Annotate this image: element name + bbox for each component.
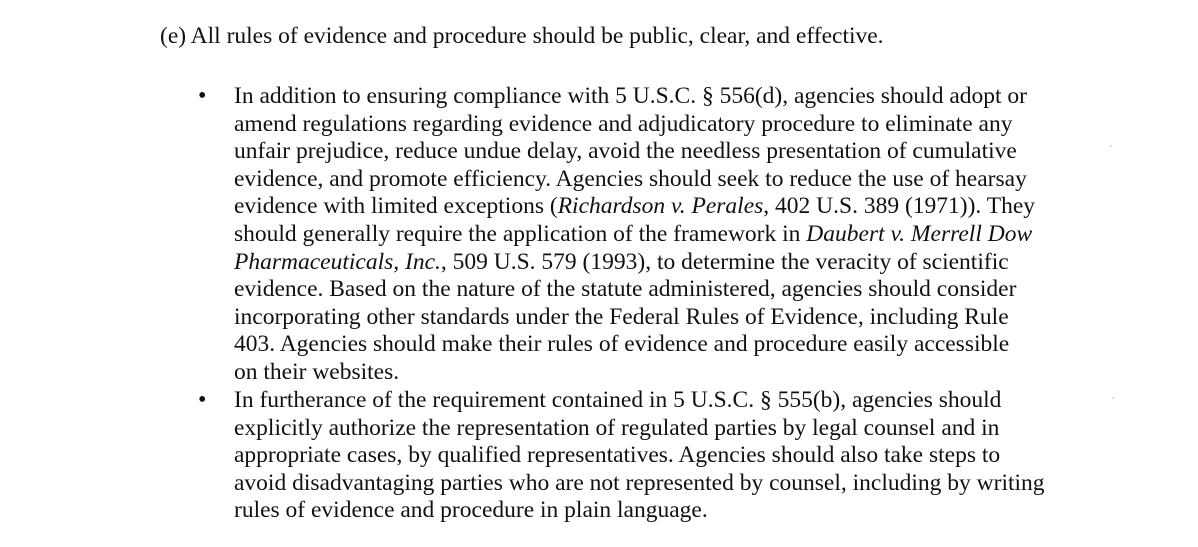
text-line <box>234 193 1094 221</box>
text-run: In furtherance of the requirement contained in 5 U.S.C. § 555(b), agencies should <box>234 387 1002 413</box>
text-run: evidence. Based on the nature of the statute administered, agencies should consider <box>234 276 1017 303</box>
text-run: unfair prejudice, reduce undue delay, avoid the needless presentation of cumulative <box>234 138 1017 165</box>
text-run: rules of evidence and procedure in plain language. <box>234 497 708 524</box>
bullet-dot: • <box>198 387 207 413</box>
bullet-paragraph-2 <box>234 387 1094 525</box>
text-run: evidence, and promote efficiency. Agencies should seek to reduce the use of hearsay <box>234 165 1027 192</box>
text-run: incorporating other standards under the Federal Rules of Evidence, including Rule <box>234 303 1009 330</box>
text-run: explicitly authorize the representation of regulated parties by legal counsel and in <box>234 414 1000 441</box>
text-line <box>234 111 1094 139</box>
text-line <box>234 387 1094 415</box>
bullet-paragraph-1 <box>234 83 1094 387</box>
text-line <box>234 221 1094 249</box>
text-run: In addition to ensuring compliance with 5 U.S.C. § 556(d), agencies should adopt or <box>234 83 1027 109</box>
scan-speck <box>1112 397 1114 399</box>
text-line <box>234 138 1094 166</box>
section-heading: (e) All rules of evidence and procedure should be public, clear, and effective. <box>160 23 884 49</box>
text-run: evidence with limited exceptions ( <box>234 193 558 220</box>
text-run: should generally require the application of the framework in <box>234 220 807 247</box>
text-line <box>234 276 1094 304</box>
text-line <box>234 470 1094 498</box>
text-line <box>234 442 1094 470</box>
text-line <box>234 415 1094 443</box>
text-run: amend regulations regarding evidence and adjudicatory procedure to eliminate any <box>234 110 1013 137</box>
text-line <box>234 166 1094 194</box>
text-run: avoid disadvantaging parties who are not represented by counsel, including by writing <box>234 469 1045 496</box>
case-citation-italic: Pharmaceuticals, Inc. <box>234 248 441 275</box>
text-line <box>234 304 1094 332</box>
text-run: on their websites. <box>234 358 400 385</box>
case-citation-italic: Daubert v. Merrell Dow <box>806 220 1033 247</box>
text-run: 403. Agencies should make their rules of evidence and procedure easily accessible <box>234 331 1010 358</box>
text-run: , 509 U.S. 579 (1993), to determine the veracity of scientific <box>440 248 1009 275</box>
case-citation-italic: Richardson v. Perales <box>557 193 764 220</box>
text-line <box>234 83 1094 111</box>
text-line <box>234 497 1094 525</box>
scan-speck <box>1110 145 1112 147</box>
text-run: , 402 U.S. 389 (1971)). They <box>763 193 1036 220</box>
text-line <box>234 331 1094 359</box>
text-line <box>234 359 1094 387</box>
bullet-dot: • <box>198 83 207 109</box>
text-run: appropriate cases, by qualified representatives. Agencies should also take steps to <box>234 442 1001 469</box>
text-line <box>234 249 1094 277</box>
